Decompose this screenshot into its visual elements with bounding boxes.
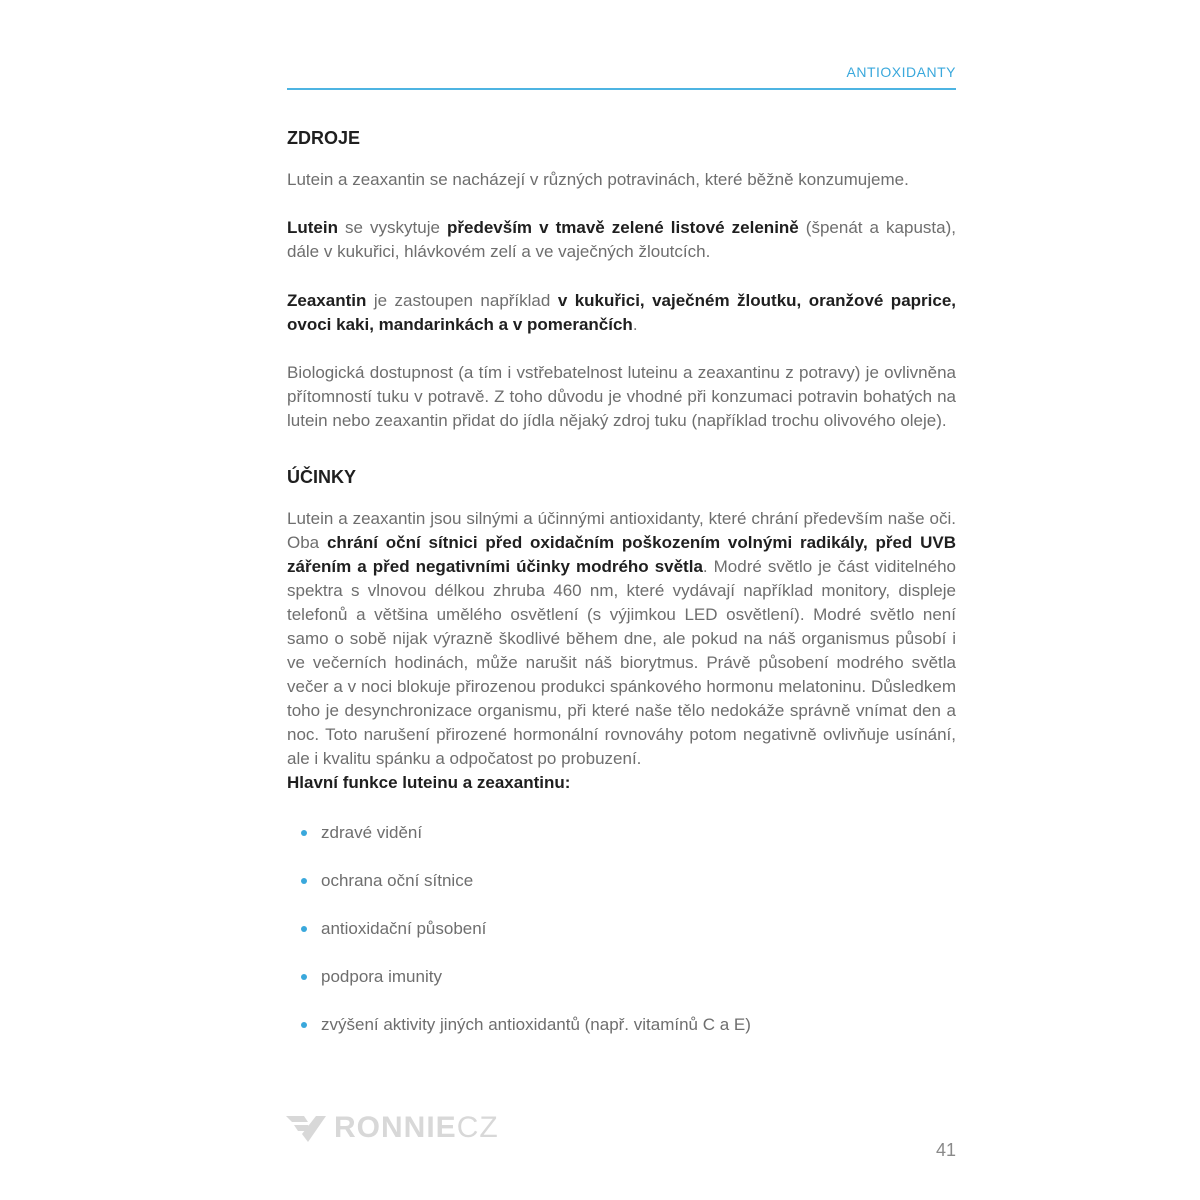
list-item: zvýšení aktivity jiných antioxidantů (např. vitamínů C a E) bbox=[287, 1001, 956, 1049]
logo-wordmark: RONNIECZ bbox=[334, 1111, 499, 1144]
bullet-icon bbox=[301, 878, 307, 884]
paragraph-zeaxantin: Zeaxantin je zastoupen například v kukuřici, vaječném žloutku, oranžové paprice, ovoci kaki, mandarinkách a v pomerančích. bbox=[287, 291, 957, 334]
ronnie-logo bbox=[286, 1108, 499, 1148]
functions-list bbox=[287, 809, 956, 1049]
term-zeaxantin: Zeaxantin bbox=[287, 291, 367, 310]
bullet-icon bbox=[301, 830, 307, 836]
list-item: zdravé vidění bbox=[287, 809, 956, 857]
running-header: ANTIOXIDANTY bbox=[846, 64, 956, 80]
page-content bbox=[287, 120, 956, 1049]
functions-heading: Hlavní funkce luteinu a zeaxantinu: bbox=[287, 773, 571, 792]
bullet-icon bbox=[301, 1022, 307, 1028]
effects-emphasis: chrání oční sítnici před oxidačním poškozením volnými radikály, před UVB zářením a před negativními účinky modrého světla bbox=[287, 533, 957, 576]
paragraph-bioavailability: Biologická dostupnost (a tím i vstřebatelnost luteinu a zeaxantinu z potravy) je ovlivněna přítomností tuku v potravě. Z toho důvodu je vhodné při konzumaci potravin bohatých na lutein nebo zeaxantin přidat do jídla nějaký zdroj tuku (například trochu olivového oleje). bbox=[287, 363, 956, 430]
list-item: ochrana oční sítnice bbox=[287, 857, 956, 905]
paragraph-lutein: Lutein se vyskytuje především v tmavě zelené listové zelenině (špenát a kapusta), dále v kukuřici, hlávkovém zelí a ve vaječných žloutcích. bbox=[287, 218, 956, 261]
ronnie-logo-icon bbox=[286, 1112, 326, 1144]
list-item: antioxidační působení bbox=[287, 905, 956, 953]
paragraph-effects: Lutein a zeaxantin jsou silnými a účinnými antioxidanty, které chrání především naše oči. Oba chrání oční sítnici před oxidačním poškozením volnými radikály, před UVB zářením a před negativními účinky modrého světla. Modré světlo je část viditelného spektra s vlnovou délkou zhruba 460 nm, které vydávají například monitory, displeje telefonů a většina umělého osvětlení (s výjimkou LED osvětlení). Modré světlo není samo o sobě nijak výrazně škodlivé během dne, ale pokud na náš organismus působí i ve večerních hodinách, může narušit náš biorytmus. Právě působení modrého světla večer a v noci blokuje přirozenou produkci spánkového hormonu melatoninu. Důsledkem toho je desynchronizace organismu, při které naše tělo nedokáže správně vnímat den a noc. Toto narušení přirozené hormonální rovnováhy potom negativně ovlivňuje usínání, ale i kvalitu spánku a odpočatost po probuzení. bbox=[287, 509, 957, 768]
lutein-sources-emphasis: především v tmavě zelené listové zelenině bbox=[447, 218, 799, 237]
bullet-icon bbox=[301, 974, 307, 980]
paragraph-intro: Lutein a zeaxantin se nacházejí v různých potravinách, které běžně konzumujeme. bbox=[287, 170, 909, 189]
term-lutein: Lutein bbox=[287, 218, 338, 237]
section-heading-ucinky: ÚČINKY bbox=[287, 467, 357, 487]
zeaxantin-sources-emphasis: v kukuřici, vaječném žloutku, oranžové paprice, ovoci kaki, mandarinkách a v pomerančích bbox=[287, 291, 957, 334]
list-item: podpora imunity bbox=[287, 953, 956, 1001]
section-heading-zdroje: ZDROJE bbox=[287, 128, 361, 148]
page-number: 41 bbox=[935, 1140, 956, 1160]
header-divider bbox=[287, 88, 956, 90]
bullet-icon bbox=[301, 926, 307, 932]
